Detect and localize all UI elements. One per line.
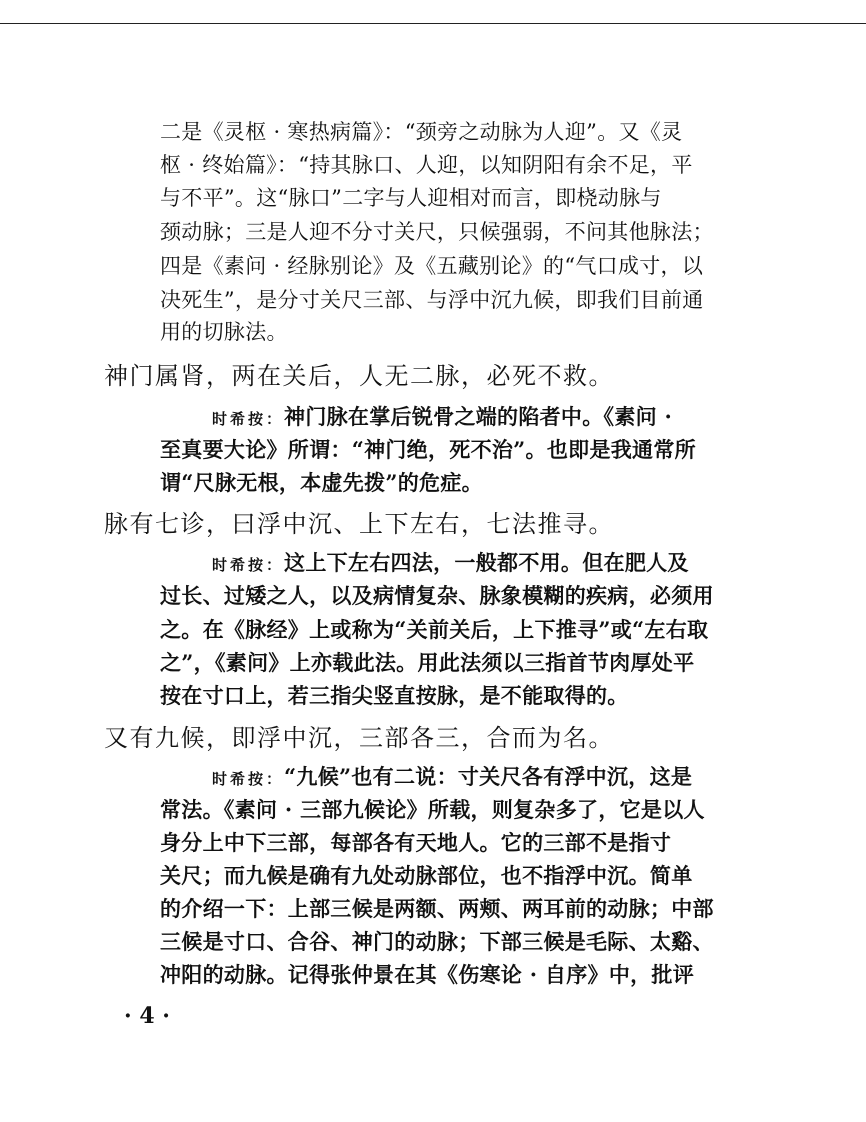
commentary-first-line [212,549,689,579]
commentary-tag: 时希按： [212,556,285,574]
text-line: 用的切脉法。 [160,320,288,344]
text-line: 关尺；而九候是确有九处动脉部位，也不指浮中沉。简单 [160,863,693,888]
text-line: 按在寸口上，若三指尖竖直按脉，是不能取得的。 [160,683,629,708]
text-line: 颈动脉；三是人迎不分寸关尺，只候强弱，不问其他脉法； [160,220,714,244]
commentary-tag: 时希按： [212,410,285,428]
text-line: 之”，《素问》上亦载此法。用此法须以三指首节肉厚处平 [160,650,695,675]
text-line: 二是《灵枢 · 寒热病篇》：“颈旁之动脉为人迎”。又《灵 [160,120,683,144]
text-line: 谓“尺脉无根，本虚先拨”的危症。 [160,470,483,495]
text-line: 常法。《素问 · 三部九候论》所载，则复杂多了，它是以人 [160,797,705,822]
commentary-tag: 时希按： [212,770,285,788]
commentary-first-line [212,403,672,433]
verse-line: 脉有七诊，曰浮中沉、上下左右，七法推寻。 [104,510,614,538]
commentary-text: 神门脉在掌后锐骨之端的陷者中。《素问 · [284,404,673,429]
text-line: 过长、过矮之人，以及病情复杂、脉象模糊的疾病，必须用 [160,583,714,608]
text-line: 枢 · 终始篇》：“持其脉口、人迎，以知阴阳有余不足，平 [160,153,693,177]
text-line: 决死生”，是分寸关尺三部、与浮中沉九候，即我们目前通 [160,288,704,312]
commentary-text: “九候”也有二说：寸关尺各有浮中沉，这是 [284,764,693,789]
text-line: 至真要大论》所谓：“神门绝，死不治”。也即是我通常所 [160,437,696,462]
text-line: 与不平”。这“脉口”二字与人迎相对而言，即桡动脉与 [160,186,662,210]
text-line: 的介绍一下：上部三候是两额、两颊、两耳前的动脉；中部 [160,896,714,921]
verse-line: 又有九候，即浮中沉，三部各三，合而为名。 [104,724,614,752]
text-line: 四是《素问 · 经脉别论》及《五藏别论》的“气口成寸，以 [160,254,704,278]
text-line: 身分上中下三部，每部各有天地人。它的三部不是指寸 [160,830,672,855]
commentary-first-line [212,763,692,793]
text-line: 之。在《脉经》上或称为“关前关后，上下推寻”或“左右取 [160,617,709,642]
page-number: · 4 · [124,1003,170,1029]
top-rule [0,23,866,24]
verse-line: 神门属肾，两在关后，人无二脉，必死不救。 [104,362,614,390]
text-line: 冲阳的动脉。记得张仲景在其《伤寒论 · 自序》中，批评 [160,962,695,987]
text-line: 三候是寸口、合谷、神门的动脉；下部三候是毛际、太谿、 [160,929,714,954]
commentary-text: 这上下左右四法，一般都不用。但在肥人及 [284,550,689,575]
